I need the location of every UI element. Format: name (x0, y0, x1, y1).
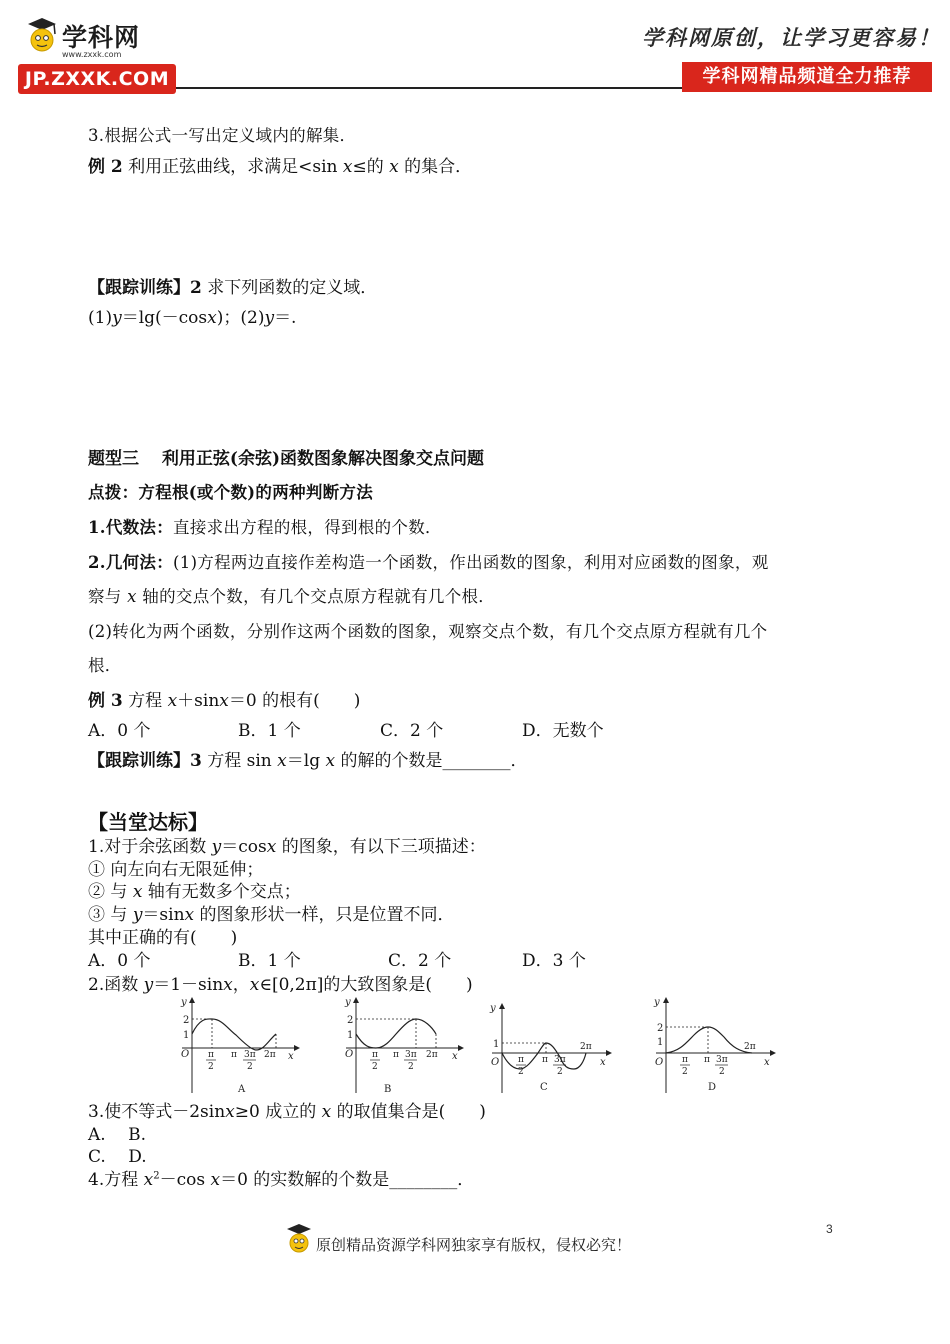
graph-b-tick-3half-den: 2 (408, 1062, 414, 1072)
graph-d-tick-3half-den: 2 (719, 1067, 725, 1077)
mascot-logo-icon (24, 16, 60, 56)
header-divider (176, 87, 682, 89)
graph-b-tick-2pi: 2π (426, 1050, 438, 1060)
method-2-line-1: 2.几何法：(1)方程两边直接作差构造一个函数，作出函数的图象，利用对应函数的图象，观 (88, 553, 769, 572)
example-3-option-a: A．0 个 (88, 721, 151, 741)
graph-a-tick-2pi: 2π (264, 1050, 276, 1060)
recommend-badge: 学科网精品频道全力推荐 (682, 62, 932, 92)
graph-option-d[interactable] (650, 995, 780, 1097)
graph-a-tick-pi: π (231, 1050, 237, 1060)
slogan: 学科网原创，让学习更容易！ (642, 25, 941, 50)
graph-b-label: B (384, 1084, 392, 1095)
example-2: 例 2 利用正弦曲线，求满足<sin x≤的 x 的集合． (88, 157, 473, 177)
question-3-options-cd: C. D. (88, 1147, 147, 1167)
graph-c-tick-3half-den: 2 (557, 1067, 563, 1077)
graph-d-tick-1: 1 (657, 1037, 664, 1048)
graph-c-origin: O (491, 1057, 500, 1068)
graph-a-tick-half-pi-den: 2 (208, 1062, 214, 1072)
graph-d-tick-2: 2 (657, 1023, 664, 1034)
graph-a-tick-3half-den: 2 (247, 1062, 253, 1072)
site-badge[interactable]: JP.ZXXK.COM (18, 64, 176, 94)
graph-a-x-label: x (288, 1051, 294, 1062)
question-1-option-c: C．2 个 (388, 951, 452, 971)
tracking-exercise-2: 【跟踪训练】2 求下列函数的定义域． (88, 278, 378, 298)
question-1-option-b: B．1 个 (238, 951, 301, 971)
logo-url: www.zxxk.com (62, 50, 122, 59)
method-2-line-2: 察与 x 轴的交点个数，有几个交点原方程就有几个根． (88, 587, 496, 606)
graph-b-origin: O (345, 1049, 354, 1060)
tracking-exercise-3: 【跟踪训练】3 方程 sin x＝lg x 的解的个数是________． (88, 751, 528, 771)
question-1-option-a: A．0 个 (88, 951, 151, 971)
graph-option-b[interactable] (336, 995, 466, 1097)
graph-b-tick-half-pi-num: π (372, 1050, 378, 1060)
method-2-line-4: 根． (88, 656, 122, 675)
graph-d-tick-half-pi-num: π (682, 1055, 688, 1065)
example-3: 例 3 方程 x＋sinx＝0 的根有( ) (88, 691, 361, 711)
graph-a-tick-half-pi-num: π (208, 1050, 214, 1060)
question-3: 3.使不等式－2sinx≥0 成立的 x 的取值集合是( ) (88, 1102, 486, 1122)
graph-a-y-label: y (181, 997, 187, 1008)
graph-b-tick-3half-num: 3π (405, 1050, 417, 1060)
tracking-exercise-2-questions: (1)y＝lg(－cosx)；(2)y＝. (88, 308, 297, 328)
graph-b-tick-half-pi-den: 2 (372, 1062, 378, 1072)
copyright-notice: 原创精品资源学科网独家享有版权，侵权必究！ (316, 1236, 632, 1254)
graph-d-tick-3half-num: 3π (716, 1055, 728, 1065)
question-1-option-d: D．3 个 (522, 951, 586, 971)
graph-a-label: A (238, 1084, 246, 1095)
example-3-option-c: C．2 个 (380, 721, 444, 741)
graph-d-x-label: x (764, 1057, 770, 1068)
logo-text: 学科网 (62, 23, 141, 52)
example-3-option-d: D．无数个 (522, 721, 604, 741)
page-number: 3 (826, 1222, 833, 1236)
graph-a-tick-3half-num: 3π (244, 1050, 256, 1060)
type-3-title: 题型三 利用正弦(余弦)函数图象解决图象交点问题 (88, 449, 485, 469)
graph-a-tick-2: 2 (183, 1015, 190, 1026)
graph-c-x-label: x (600, 1057, 606, 1068)
question-1-prompt: 其中正确的有( ) (88, 928, 238, 948)
section-title: 【当堂达标】 (88, 810, 208, 834)
graph-c-tick-2pi: 2π (580, 1042, 592, 1052)
question-1-statement-1: ① 向左向右无限延伸； (88, 860, 264, 880)
graph-a-tick-1: 1 (183, 1030, 190, 1041)
question-4: 4.方程 $x^2-\cos$ x＝0 的实数解的个数是________． (88, 1170, 475, 1190)
graph-b-y-label: y (345, 997, 351, 1008)
graph-c-tick-3half-num: 3π (554, 1055, 566, 1065)
graph-b-tick-1: 1 (347, 1030, 354, 1041)
graph-c-tick-half-pi-num: π (518, 1055, 524, 1065)
question-3-options-ab: A. B. (88, 1125, 146, 1145)
method-2-line-3: (2)转化为两个函数，分别作这两个函数的图象，观察交点个数，有几个交点原方程就有几个 (88, 622, 768, 641)
graph-d-tick-pi: π (704, 1055, 710, 1065)
graph-c-label: C (540, 1082, 548, 1093)
tip-title: 点拨：方程根(或个数)的两种判断方法 (88, 483, 374, 502)
graph-d-tick-half-pi-den: 2 (682, 1067, 688, 1077)
example-3-option-b: B．1 个 (238, 721, 301, 741)
question-1-statement-2: ② 与 x 轴有无数多个交点； (88, 882, 301, 902)
mascot-icon (284, 1222, 314, 1256)
graph-option-a[interactable] (172, 995, 302, 1097)
question-1: 1.对于余弦函数 y＝cosx 的图象，有以下三项描述： (88, 837, 486, 857)
graph-b-tick-2: 2 (347, 1015, 354, 1026)
question-1-statement-3: ③ 与 y＝sinx 的图象形状一样，只是位置不同． (88, 905, 455, 925)
graph-d-y-label: y (654, 997, 660, 1008)
graph-b-tick-pi: π (393, 1050, 399, 1060)
graph-d-label: D (708, 1082, 717, 1093)
graph-a-origin: O (181, 1049, 190, 1060)
graph-c-tick-1: 1 (493, 1039, 500, 1050)
graph-c-tick-pi: π (542, 1055, 548, 1065)
graph-b-x-label: x (452, 1051, 458, 1062)
method-1: 1.代数法：直接求出方程的根，得到根的个数． (88, 518, 442, 537)
graph-d-origin: O (655, 1057, 664, 1068)
question-2: 2.函数 y＝1－sinx，x∈[0,2π]的大致图象是( ) (88, 975, 473, 995)
graph-c-tick-half-pi-den: 2 (518, 1067, 524, 1077)
step-3: 3.根据公式一写出定义域内的解集． (88, 126, 357, 145)
graph-d-tick-2pi: 2π (744, 1042, 756, 1052)
graph-c-y-label: y (490, 1003, 496, 1014)
graph-option-c[interactable] (486, 995, 616, 1097)
